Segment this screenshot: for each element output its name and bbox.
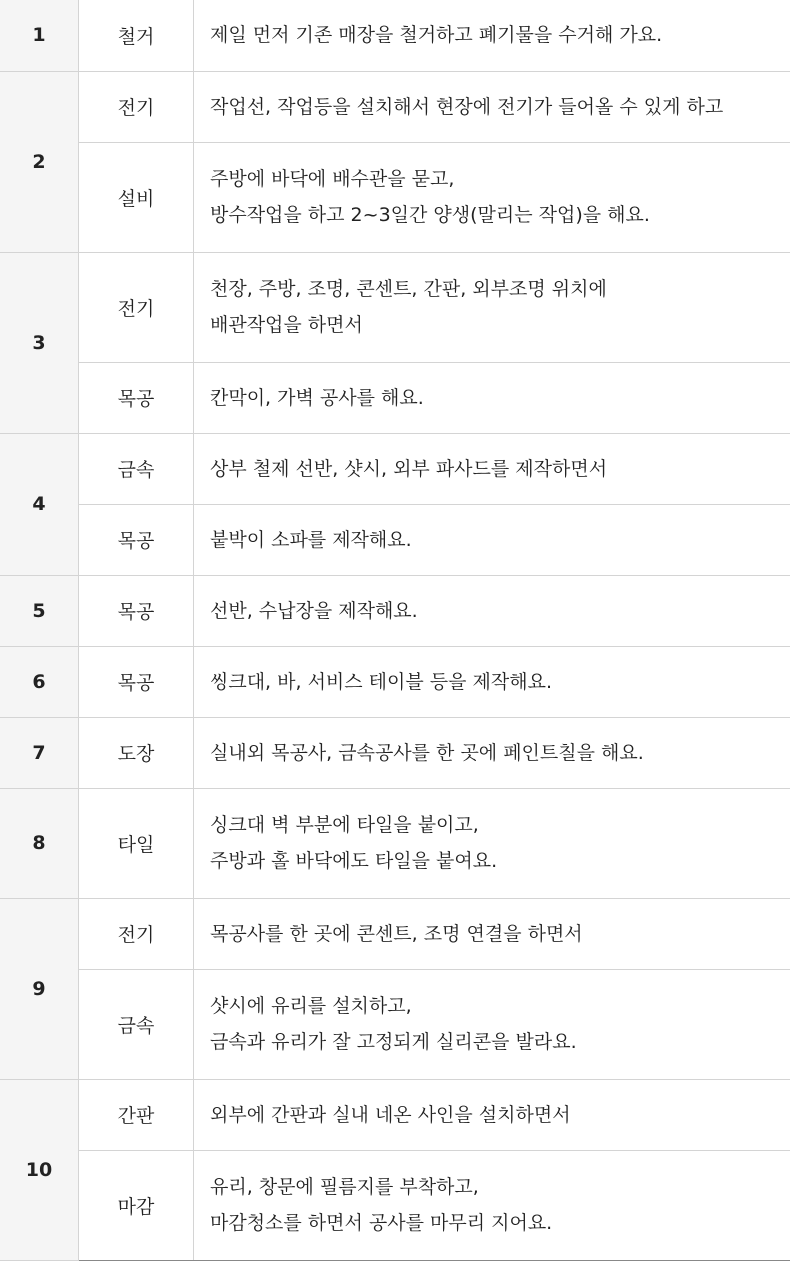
- description-line: 방수작업을 하고 2~3일간 양생(말리는 작업)을 해요.: [210, 204, 650, 226]
- task-description: [194, 575, 790, 646]
- description-line: 샷시에 유리를 설치하고,: [210, 995, 412, 1017]
- step-number: 2: [0, 71, 79, 252]
- table-row: [0, 71, 790, 142]
- description-line: 마감청소를 하면서 공사를 마무리 지어요.: [210, 1212, 553, 1234]
- task-category: 철거: [79, 0, 194, 71]
- description-line: 금속과 유리가 잘 고정되게 실리콘을 발라요.: [210, 1031, 577, 1053]
- task-description: [194, 898, 790, 969]
- task-category: 전기: [79, 898, 194, 969]
- step-number: 9: [0, 898, 79, 1079]
- table-row: [0, 433, 790, 504]
- table-row: [0, 362, 790, 433]
- task-description: [194, 1150, 790, 1260]
- description-line: 외부에 간판과 실내 네온 사인을 설치하면서: [210, 1103, 571, 1126]
- task-category: 설비: [79, 142, 194, 252]
- task-category: 금속: [79, 969, 194, 1079]
- description-line: 싱크대 벽 부분에 타일을 붙이고,: [210, 814, 479, 836]
- description-line: 목공사를 한 곳에 콘센트, 조명 연결을 하면서: [210, 922, 583, 945]
- description-line: 주방에 바닥에 배수관을 묻고,: [210, 168, 455, 190]
- task-category: 목공: [79, 362, 194, 433]
- task-description: [194, 504, 790, 575]
- description-line: 제일 먼저 기존 매장을 철거하고 폐기물을 수거해 가요.: [210, 24, 663, 47]
- step-number: 10: [0, 1079, 79, 1260]
- table-row: [0, 504, 790, 575]
- description-line: 칸막이, 가벽 공사를 해요.: [210, 386, 424, 409]
- description-line: 선반, 수납장을 제작해요.: [210, 599, 418, 622]
- task-category: 타일: [79, 788, 194, 898]
- table-row: [0, 252, 790, 362]
- step-number: 7: [0, 717, 79, 788]
- description-line: 실내외 목공사, 금속공사를 한 곳에 페인트칠을 해요.: [210, 741, 644, 764]
- task-category: 목공: [79, 504, 194, 575]
- task-description: [194, 362, 790, 433]
- description-line: 작업선, 작업등을 설치해서 현장에 전기가 들어올 수 있게 하고: [210, 95, 724, 118]
- table-row: [0, 1150, 790, 1260]
- table-row: [0, 646, 790, 717]
- task-category: 금속: [79, 433, 194, 504]
- table-row: [0, 142, 790, 252]
- task-description: [194, 433, 790, 504]
- task-category: 마감: [79, 1150, 194, 1260]
- step-number: 1: [0, 0, 79, 71]
- description-line: 천장, 주방, 조명, 콘센트, 간판, 외부조명 위치에: [210, 278, 607, 300]
- table-row: [0, 969, 790, 1079]
- task-category: 간판: [79, 1079, 194, 1150]
- step-number: 5: [0, 575, 79, 646]
- task-description: [194, 717, 790, 788]
- description-line: 배관작업을 하면서: [210, 314, 363, 336]
- description-line: 상부 철제 선반, 샷시, 외부 파사드를 제작하면서: [210, 457, 608, 480]
- step-number: 4: [0, 433, 79, 575]
- task-category: 목공: [79, 575, 194, 646]
- task-category: 목공: [79, 646, 194, 717]
- task-category: 전기: [79, 71, 194, 142]
- task-category: 도장: [79, 717, 194, 788]
- task-description: [194, 969, 790, 1079]
- task-description: [194, 252, 790, 362]
- step-number: 6: [0, 646, 79, 717]
- description-line: 씽크대, 바, 서비스 테이블 등을 제작해요.: [210, 670, 552, 693]
- task-category: 전기: [79, 252, 194, 362]
- description-line: 주방과 홀 바닥에도 타일을 붙여요.: [210, 850, 498, 872]
- step-number: 8: [0, 788, 79, 898]
- task-description: [194, 0, 790, 71]
- table-row: [0, 0, 790, 71]
- task-description: [194, 788, 790, 898]
- step-number: 3: [0, 252, 79, 433]
- description-line: 유리, 창문에 필름지를 부착하고,: [210, 1176, 479, 1198]
- table-row: [0, 898, 790, 969]
- table-row: [0, 1079, 790, 1150]
- task-description: [194, 71, 790, 142]
- task-description: [194, 142, 790, 252]
- table-row: [0, 788, 790, 898]
- description-line: 붙박이 소파를 제작해요.: [210, 528, 412, 551]
- table-row: [0, 575, 790, 646]
- task-description: [194, 1079, 790, 1150]
- table-row: [0, 717, 790, 788]
- task-description: [194, 646, 790, 717]
